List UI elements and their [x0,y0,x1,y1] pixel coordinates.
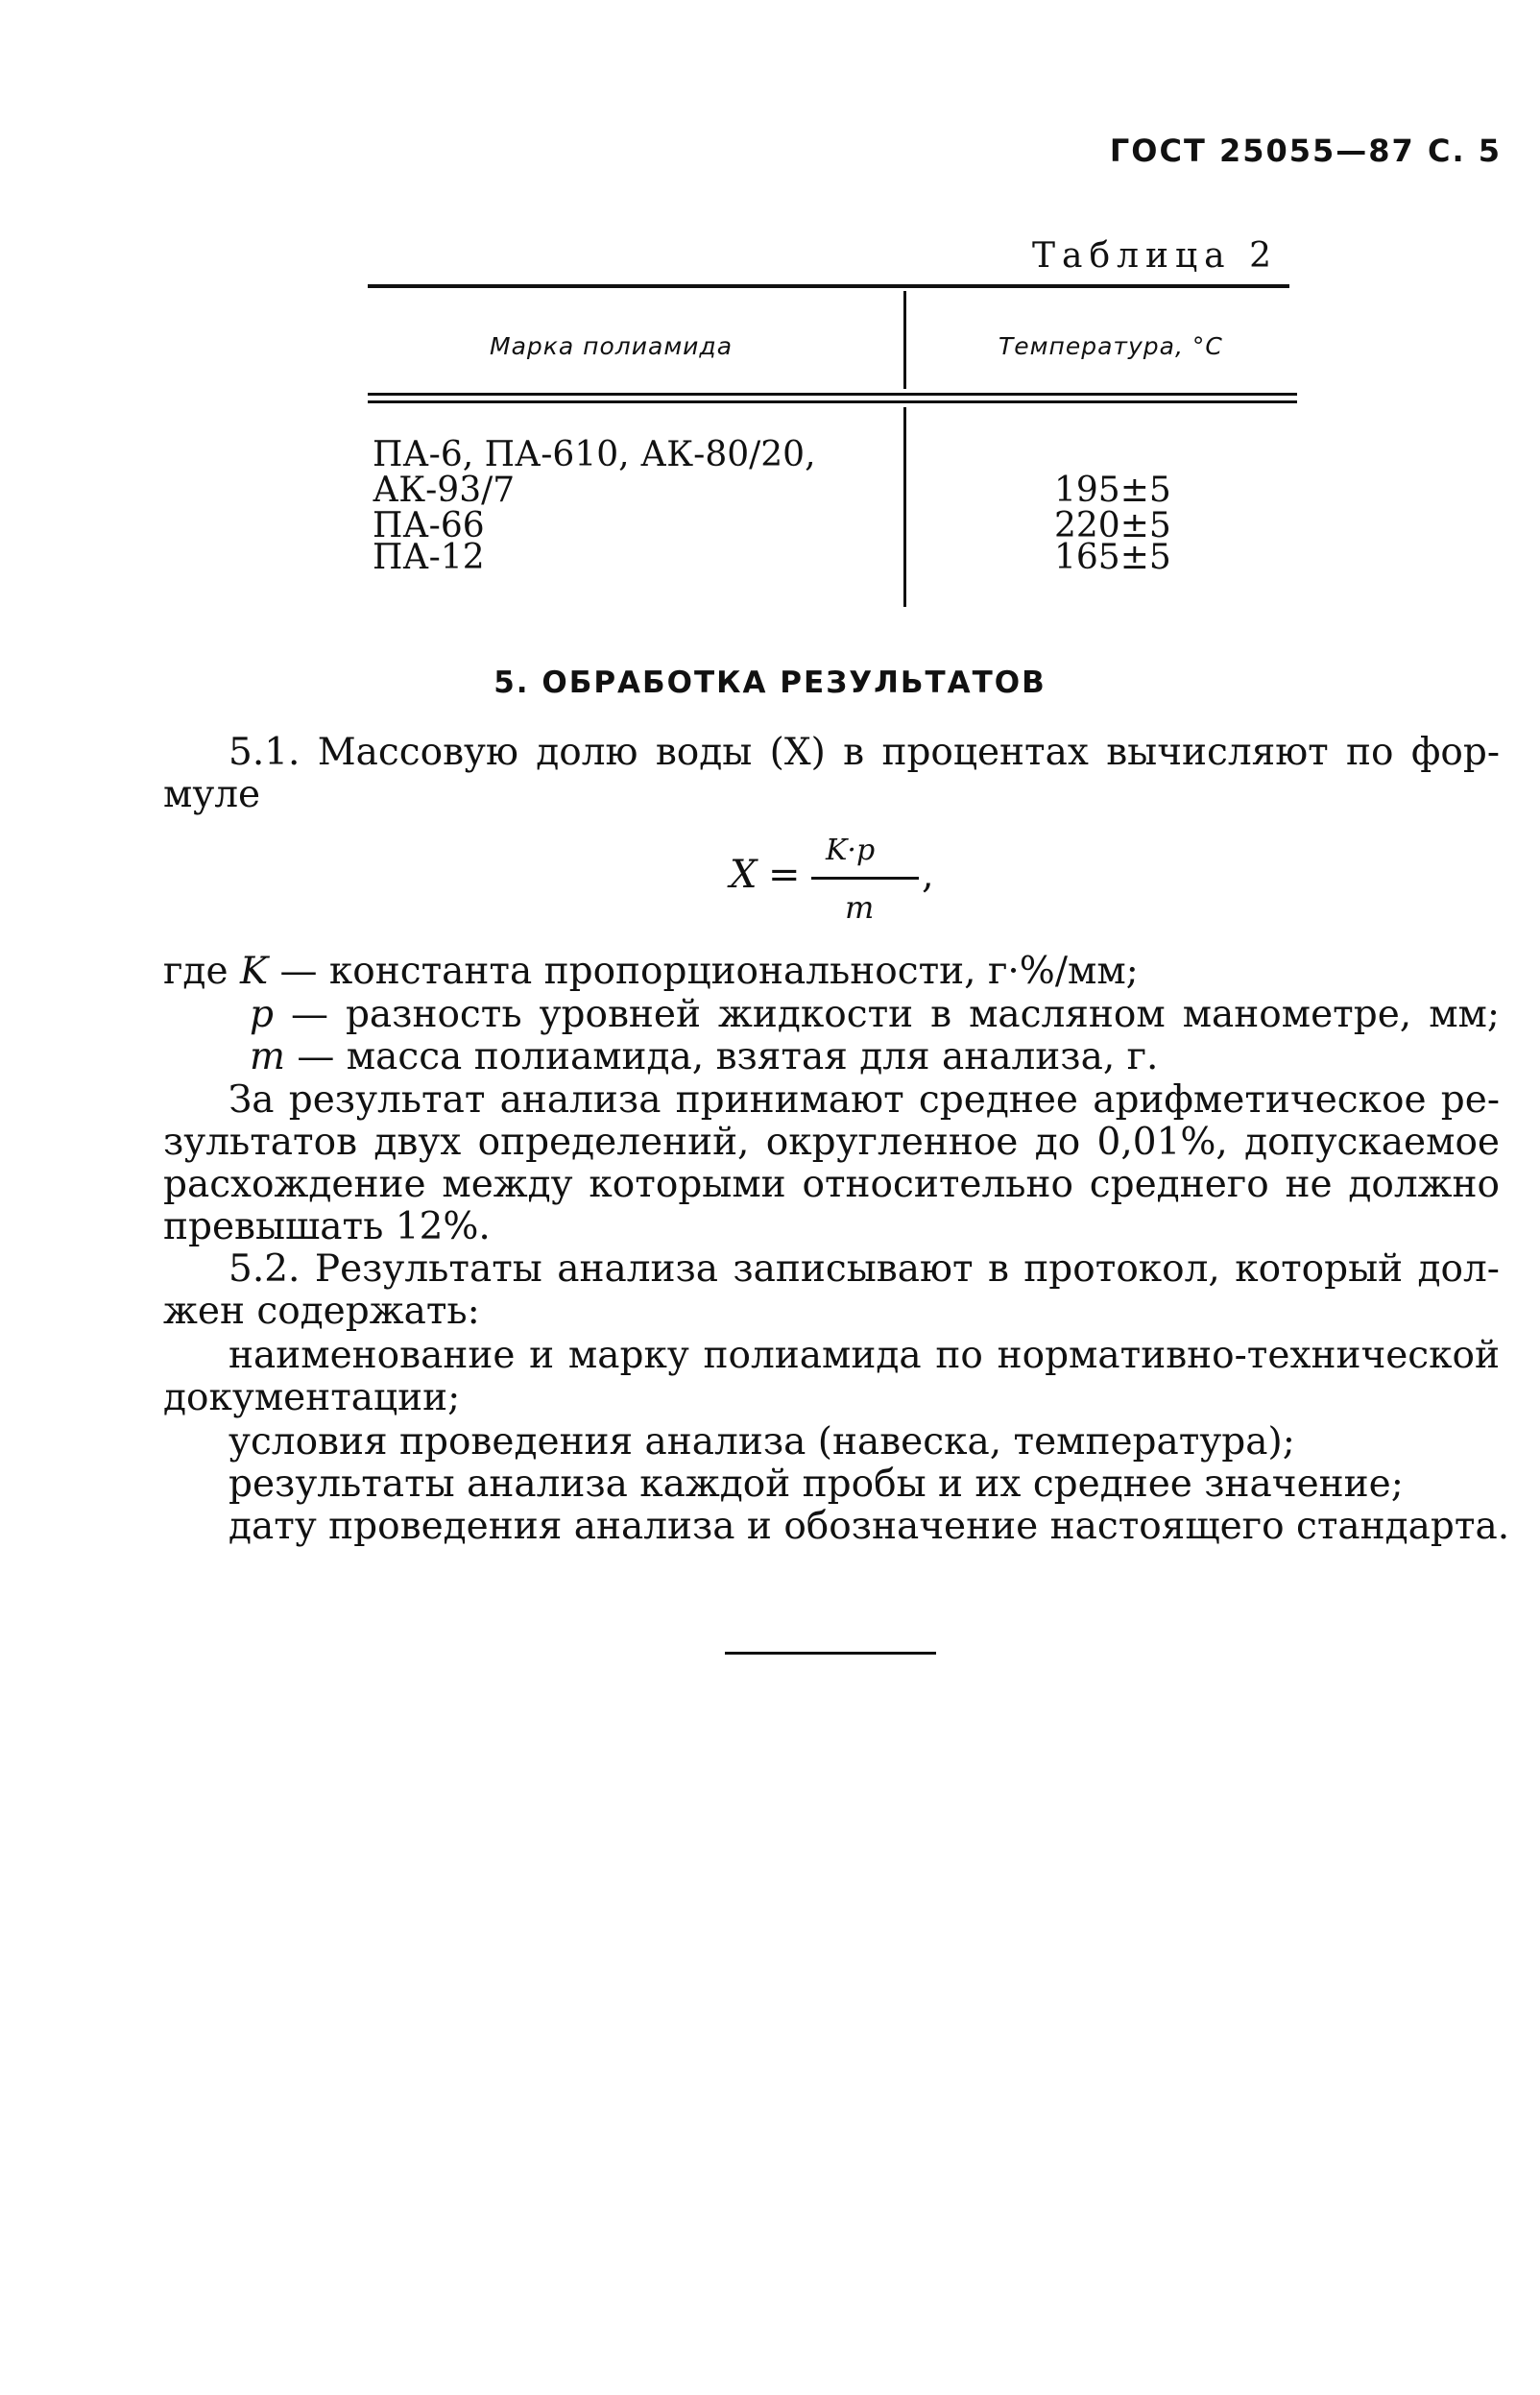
paragraph-5-2-line: дату проведения анализа и обозначение настоящего стандарта. [229,1505,1510,1548]
paragraph-5-2-line: результаты анализа каждой пробы и их среднее значение; [229,1463,1404,1506]
section-heading: 5. ОБРАБОТКА РЕЗУЛЬТАТОВ [493,665,1047,700]
legend-line [250,994,1500,1036]
table-body-divider [903,407,906,607]
legend-line [163,951,1500,993]
legend-key: p [250,993,274,1036]
formula-variable: X [730,853,758,897]
table-header-divider [903,291,906,389]
paragraph-5-2-line: 5.2. Результаты анализа записывают в протокол, который дол- [229,1247,1500,1291]
table-cell-temperature: 220±5 [1054,506,1171,545]
table-caption: Таблица 2 [1032,236,1278,276]
paragraph-5-1-line: 5.1. Массовую долю воды (X) в процентах вычисляют по фор- [229,731,1500,774]
formula-comma: , [922,853,934,897]
table-top-rule [368,284,1289,288]
formula-numerator: K·p [826,834,876,867]
legend-text: — масса полиамида, взятая для анализа, г. [284,1035,1159,1078]
table-cell-temperature: 195±5 [1054,471,1171,510]
formula-fraction-bar [811,877,919,880]
legend-key: K [239,950,269,993]
paragraph-5-2-line: условия проведения анализа (навеска, температура); [229,1420,1295,1464]
paragraph-result-line: расхождение между которыми относительно среднего не должно [163,1163,1500,1206]
table-cell-mark: ПА-12 [373,538,485,577]
legend-prefix: где [163,950,240,993]
legend-text: — константа пропорциональности, г·%/мм; [268,950,1139,993]
table-cell-mark: ПА-6, ПА-610, АК-80/20, [373,435,816,474]
table-header-rule [368,393,1297,396]
formula-equals: = [768,853,801,897]
paragraph-5-1-line: муле [163,773,261,816]
legend-text: — разность уровней жидкости в масляном манометре, мм; [273,993,1500,1036]
paragraph-result-line: превышать 12%. [163,1205,491,1248]
paragraph-5-2-line: наименование и марку полиамида по нормативно-технической [229,1334,1500,1377]
paragraph-5-2-line: документации; [163,1376,461,1419]
table-header-temperature: Температура, °С [999,332,1223,360]
paragraph-result-line: За результат анализа принимают среднее арифметическое ре- [229,1078,1500,1122]
legend-key: m [250,1035,285,1078]
table-cell-temperature: 165±5 [1054,538,1171,577]
table-header-mark: Марка полиамида [490,332,734,360]
formula-denominator: m [845,889,875,926]
paragraph-5-2-line: жен содержать: [163,1290,480,1333]
end-rule [725,1652,936,1655]
page-header: ГОСТ 25055—87 С. 5 [1109,133,1502,169]
table-header-rule-double [368,400,1297,403]
table-cell-mark: ПА-66 [373,506,485,545]
paragraph-result-line: зультатов двух определений, округленное до 0,01%, допускаемое [163,1121,1500,1164]
legend-line [250,1036,1500,1078]
table-cell-mark: АК-93/7 [373,471,516,510]
